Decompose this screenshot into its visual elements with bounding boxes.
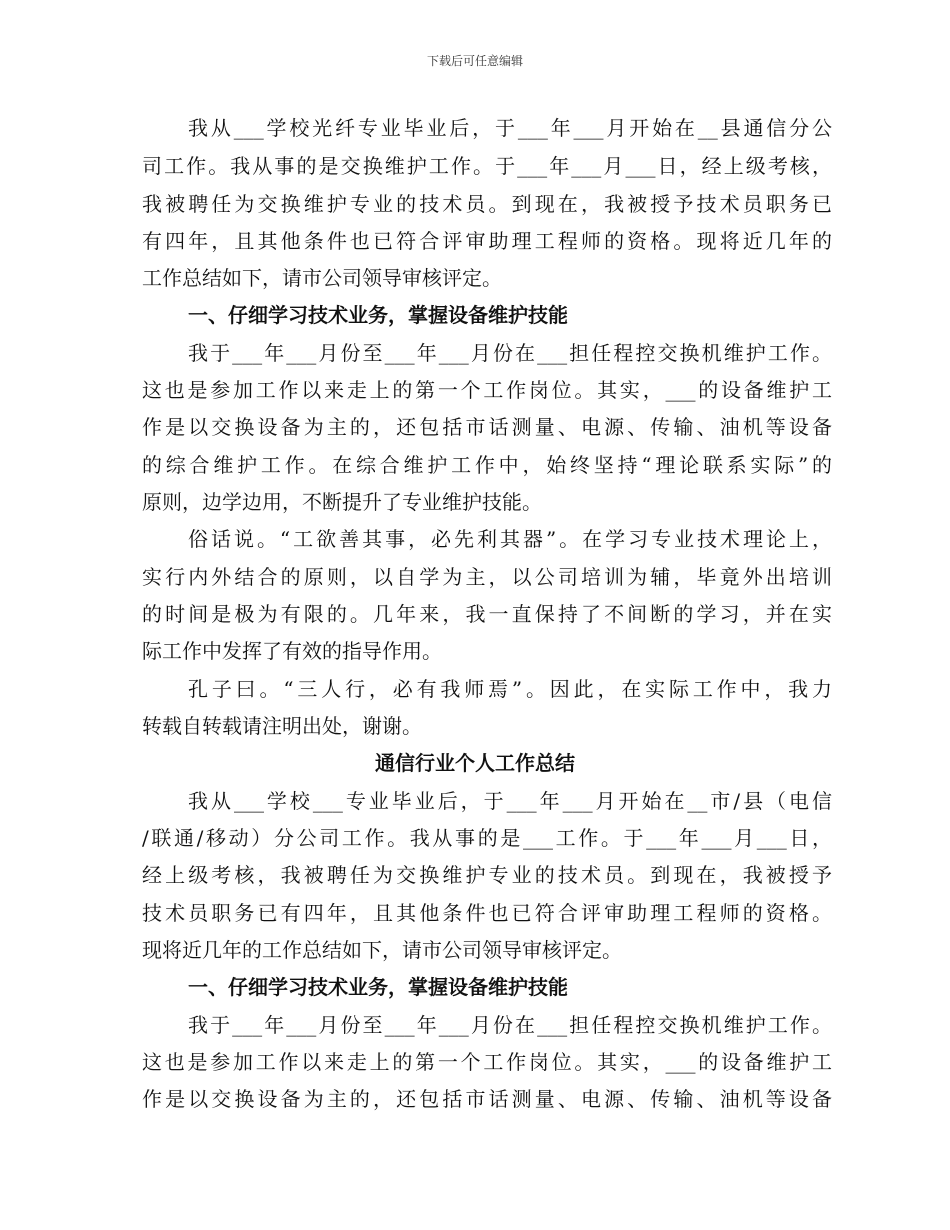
paragraph-line: 技术员职务已有四年，且其他条件也已符合评审助理工程师的资格。 xyxy=(142,901,832,925)
paragraph-line: 经上级考核，我被聘任为交换维护专业的技术员。到现在，我被授予 xyxy=(142,863,832,887)
paragraph-line: 我于___年___月份至___年___月份在___担任程控交换机维护工作。 xyxy=(188,341,832,365)
paragraph-line: 作是以交换设备为主的，还包括市话测量、电源、传输、油机等设备 xyxy=(142,415,832,439)
paragraph-line: 有四年，且其他条件也已符合评审助理工程师的资格。现将近几年的 xyxy=(142,229,832,253)
paragraph-line: 原则，边学边用，不断提升了专业维护技能。 xyxy=(142,490,542,514)
paragraph-line: /联通/移动）分公司工作。我从事的是___工作。于___年___月___日， xyxy=(142,826,832,850)
paragraph-line: 我被聘任为交换维护专业的技术员。到现在，我被授予技术员职务已 xyxy=(142,192,832,216)
paragraph-line: 的综合维护工作。在综合维护工作中，始终坚持“理论联系实际”的 xyxy=(142,453,832,477)
paragraph-line: 孔子曰。“三人行，必有我师焉”。因此，在实际工作中，我力 xyxy=(188,677,832,701)
paragraph-line: 我从___学校光纤专业毕业后，于___年___月开始在__县通信分公 xyxy=(188,116,832,140)
paragraph-line: 作是以交换设备为主的，还包括市话测量、电源、传输、油机等设备 xyxy=(142,1087,832,1111)
paragraph-line: 这也是参加工作以来走上的第一个工作岗位。其实，___的设备维护工 xyxy=(142,1050,832,1074)
paragraph-line: 的时间是极为有限的。几年来，我一直保持了不间断的学习，并在实 xyxy=(142,602,832,626)
paragraph-line: 这也是参加工作以来走上的第一个工作岗位。其实，___的设备维护工 xyxy=(142,378,832,402)
paragraph-line: 实行内外结合的原则，以自学为主，以公司培训为辅，毕竟外出培训 xyxy=(142,565,832,589)
page-header: 下载后可任意编辑 xyxy=(426,54,523,68)
paragraph-line: 转载自转载请注明出处，谢谢。 xyxy=(142,714,422,738)
section-heading: 一、仔细学习技术业务，掌握设备维护技能 xyxy=(188,975,568,999)
paragraph-line: 俗话说。“工欲善其事，必先利其器”。在学习专业技术理论上， xyxy=(188,527,832,551)
paragraph-line: 我从___学校___专业毕业后，于___年___月开始在__市/县（电信 xyxy=(188,789,832,813)
paragraph-line: 际工作中发挥了有效的指导作用。 xyxy=(142,639,442,663)
paragraph-line: 我于___年___月份至___年___月份在___担任程控交换机维护工作。 xyxy=(188,1013,832,1037)
paragraph-line: 工作总结如下，请市公司领导审核评定。 xyxy=(142,266,502,290)
paragraph-line: 司工作。我从事的是交换维护工作。于___年___月___日，经上级考核， xyxy=(142,154,832,178)
paragraph-line: 现将近几年的工作总结如下，请市公司领导审核评定。 xyxy=(142,938,622,962)
section-heading: 一、仔细学习技术业务，掌握设备维护技能 xyxy=(188,303,568,327)
document-title: 通信行业个人工作总结 xyxy=(375,751,575,775)
